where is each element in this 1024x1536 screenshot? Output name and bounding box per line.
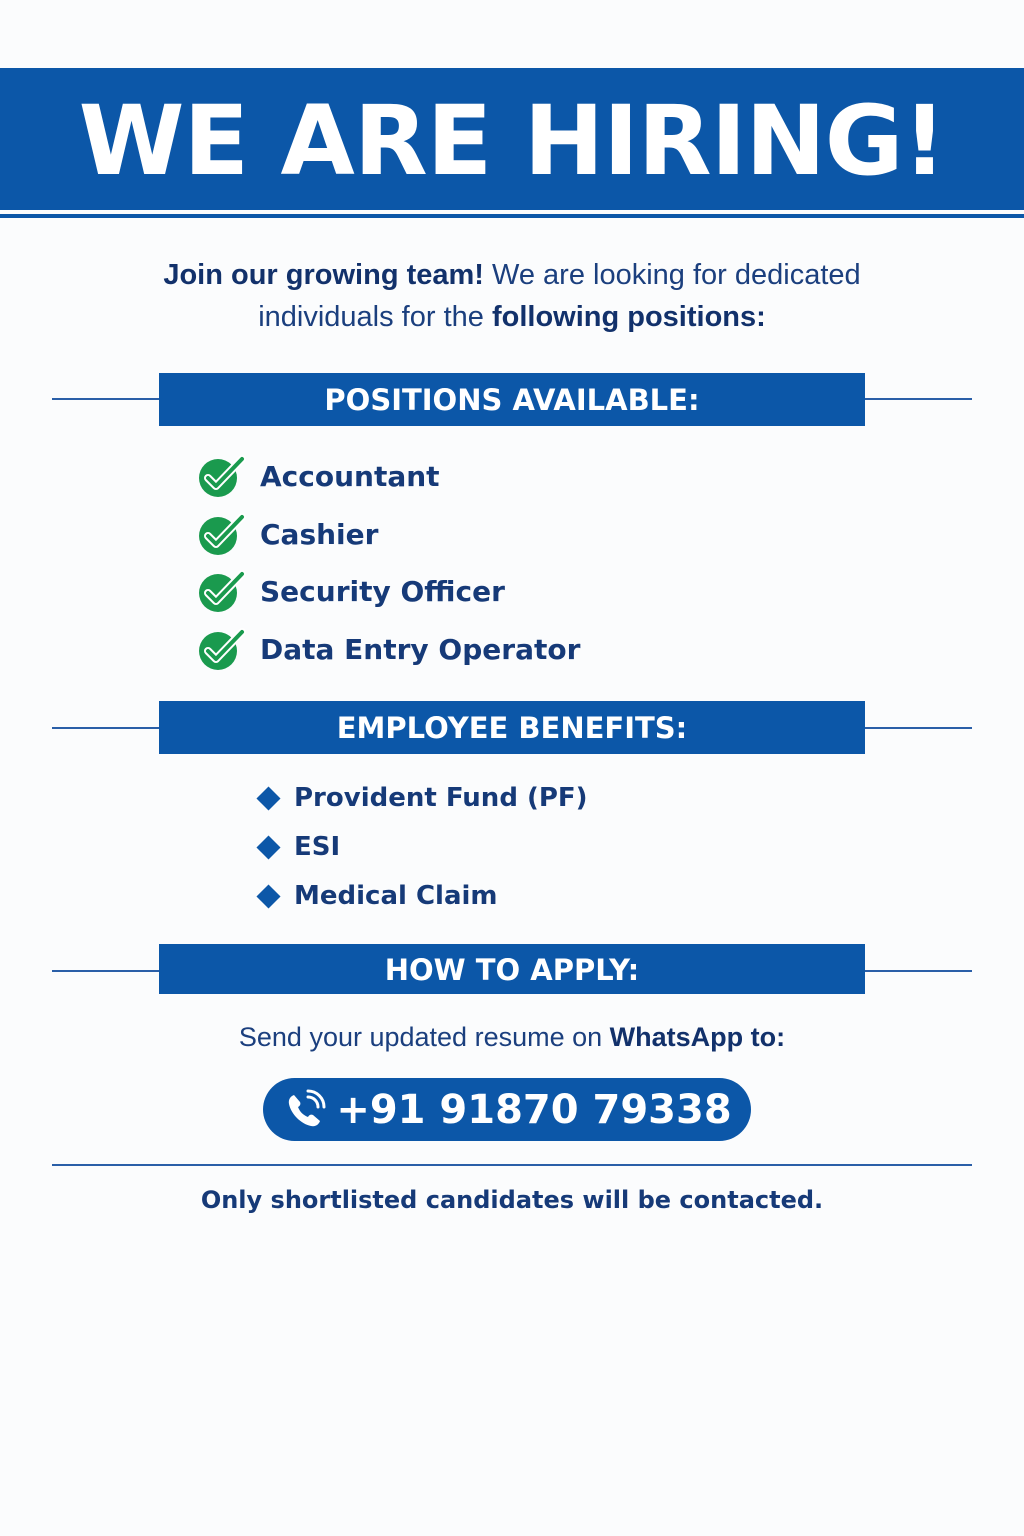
section-rule-left xyxy=(52,970,159,972)
position-label: Accountant xyxy=(260,459,440,493)
section-rule-right xyxy=(865,970,972,972)
apply-instructions xyxy=(0,1022,1024,1053)
benefits-heading: EMPLOYEE BENEFITS: xyxy=(159,701,865,754)
positions-heading: POSITIONS AVAILABLE: xyxy=(159,373,865,426)
position-item xyxy=(196,451,440,501)
position-label: Cashier xyxy=(260,517,379,551)
phone-call-icon xyxy=(282,1087,328,1133)
apply-heading: HOW TO APPLY: xyxy=(159,944,865,994)
diamond-bullet-icon xyxy=(256,786,280,810)
section-rule-right xyxy=(865,398,972,400)
position-item xyxy=(196,509,378,559)
benefit-label: Medical Claim xyxy=(294,881,498,911)
footer-divider xyxy=(52,1164,972,1166)
phone-number: +91 91870 79338 xyxy=(336,1086,732,1133)
position-label: Data Entry Operator xyxy=(260,632,581,666)
header-underline xyxy=(0,214,1024,218)
intro-text xyxy=(0,254,1024,338)
position-item xyxy=(196,566,505,616)
benefit-item xyxy=(256,778,588,818)
page-title: WE ARE HIRING! xyxy=(78,85,946,197)
intro-rest: We are looking for dedicated xyxy=(483,259,861,291)
diamond-bullet-icon xyxy=(256,835,280,859)
check-circle-icon xyxy=(196,511,248,557)
intro-line-2 xyxy=(0,296,1024,338)
intro-plain: individuals for the xyxy=(258,301,492,333)
footer-note: Only shortlisted candidates will be contacted. xyxy=(200,1186,824,1214)
apply-bold: WhatsApp to: xyxy=(609,1022,786,1052)
check-circle-icon xyxy=(196,453,248,499)
section-rule-left xyxy=(52,727,159,729)
check-circle-icon xyxy=(196,568,248,614)
intro-bold-2: following positions: xyxy=(491,301,766,333)
benefit-label: Provident Fund (PF) xyxy=(294,783,588,813)
apply-plain: Send your updated resume on xyxy=(238,1022,610,1052)
position-item xyxy=(196,624,580,674)
section-rule-left xyxy=(52,398,159,400)
whatsapp-phone-button[interactable] xyxy=(263,1078,751,1141)
benefit-item xyxy=(256,827,340,867)
benefit-item xyxy=(256,876,498,916)
intro-line-1 xyxy=(0,254,1024,296)
diamond-bullet-icon xyxy=(256,884,280,908)
intro-bold: Join our growing team! xyxy=(163,259,484,291)
check-circle-icon xyxy=(196,626,248,672)
position-label: Security Officer xyxy=(260,574,505,608)
benefit-label: ESI xyxy=(294,832,341,862)
section-rule-right xyxy=(865,727,972,729)
